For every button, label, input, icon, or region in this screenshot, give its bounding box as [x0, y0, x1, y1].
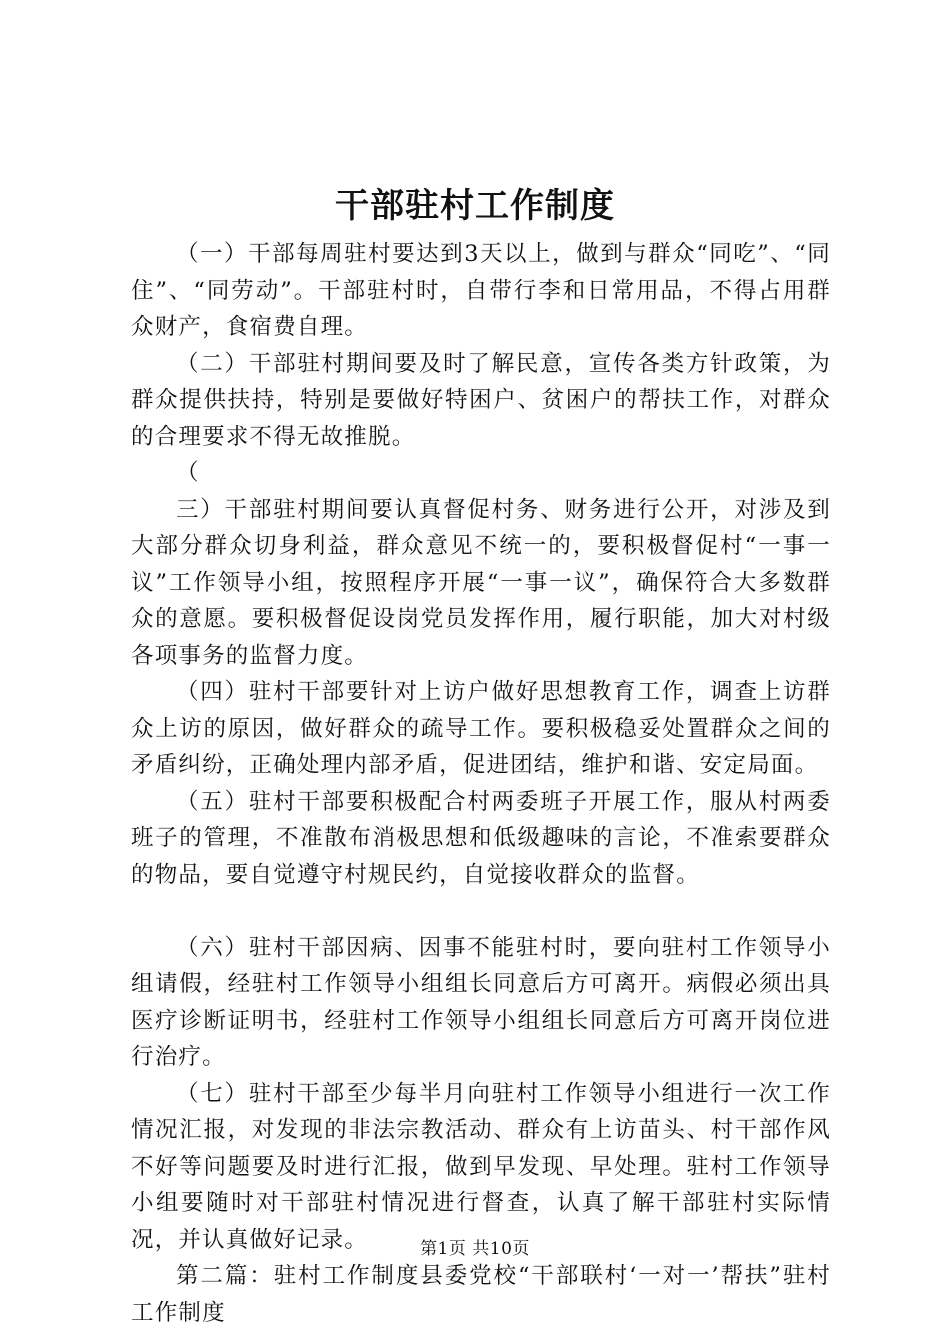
paragraph-1: （一）干部每周驻村要达到3天以上，做到与群众“同吃”、“同住”、“同劳动”。干部驻村时，自带行李和日常用品，不得占用群众财产，食宿费自理。	[131, 241, 831, 340]
paragraph-7: （七）驻村干部至少每半月向驻村工作领导小组进行一次工作情况汇报，对发现的非法宗教活动、群众有上访苗头、村干部作风不好等问题要及时进行汇报，做到早发现、早处理。驻村工作领导小组要随时对干部驻村情况进行督查，认真了解干部驻村实际情况，并认真做好记录。	[131, 1080, 831, 1253]
document-title: 干部驻村工作制度	[335, 186, 615, 226]
section-heading-part-2: 第二篇：驻村工作制度县委党校“干部联村‘一对一’帮扶”驻村工作制度	[131, 1263, 831, 1326]
paragraph-gap	[131, 893, 831, 930]
paragraph-3-open-paren: （	[176, 460, 200, 486]
paragraph-5: （五）驻村干部要积极配合村两委班子开展工作，服从村两委班子的管理，不准散布消极思想和低级趣味的言论，不准索要群众的物品，要自觉遵守村规民约，自觉接收群众的监督。	[131, 788, 831, 888]
paragraph-3: 三）干部驻村期间要认真督促村务、财务进行公开，对涉及到大部分群众切身利益，群众意见不统一的，要积极督促村“一事一议”工作领导小组，按照程序开展“一事一议”，确保符合大多数群众的意愿。要积极督促设岗党员发挥作用，履行职能，加大对村级各项事务的监督力度。	[131, 496, 831, 669]
paragraph-2: （二）干部驻村期间要及时了解民意，宣传各类方针政策，为群众提供扶持，特别是要做好特困户、贫困户的帮扶工作，对群众的合理要求不得无故推脱。	[131, 350, 831, 450]
document-body	[131, 236, 831, 1331]
page-number-footer: 第1页 共10页	[420, 1239, 530, 1259]
paragraph-6: （六）驻村干部因病、因事不能驻村时，要向驻村工作领导小组请假，经驻村工作领导小组组长同意后方可离开。病假必须出具医疗诊断证明书，经驻村工作领导小组组长同意后方可离开岗位进行治疗。	[131, 934, 831, 1070]
paragraph-4: （四）驻村干部要针对上访户做好思想教育工作，调查上访群众上访的原因，做好群众的疏导工作。要积极稳妥处置群众之间的矛盾纠纷，正确处理内部矛盾，促进团结，维护和谐、安定局面。	[131, 679, 831, 778]
